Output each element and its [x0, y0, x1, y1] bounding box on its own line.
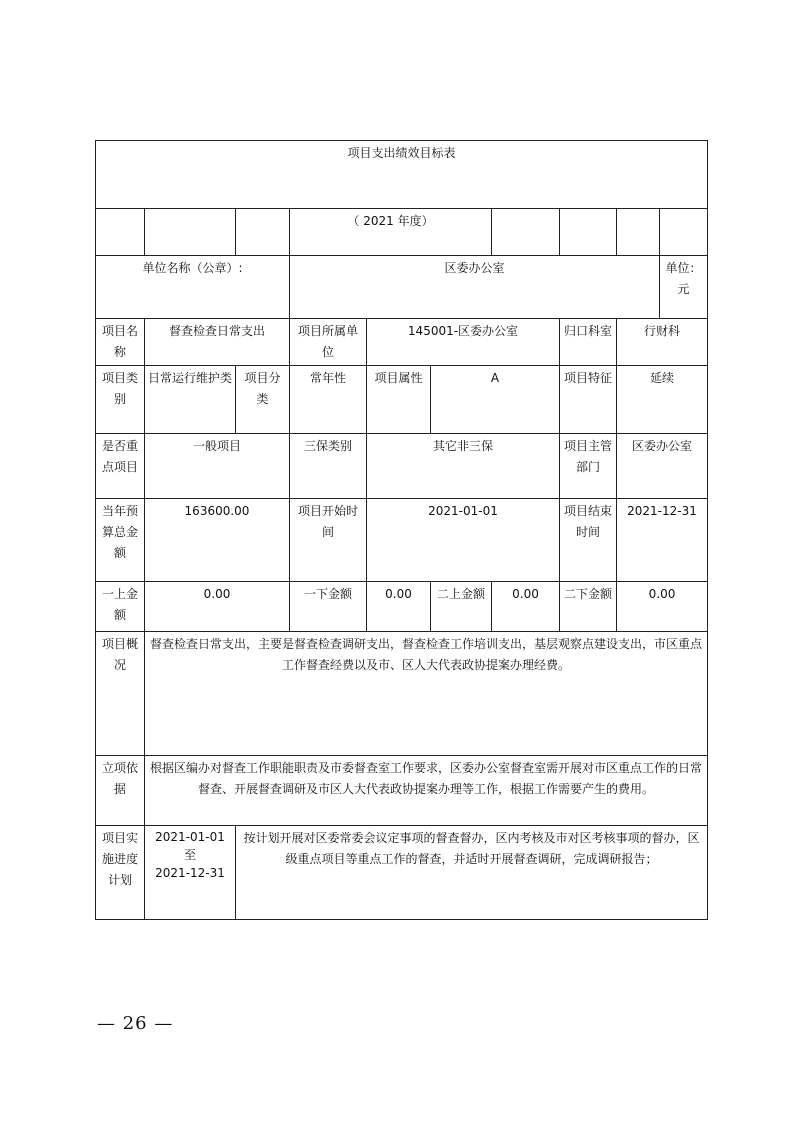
guikou-label: 归口科室 [560, 319, 617, 366]
schedule-to: 至 [183, 848, 196, 862]
schedule-end: 2021-12-31 [155, 866, 225, 880]
schedule-period [145, 826, 236, 920]
schedule-start: 2021-01-01 [155, 830, 225, 844]
project-feature-value: 延续 [617, 366, 708, 434]
second-down-label: 二下金额 [560, 582, 617, 632]
blank-cell [236, 209, 290, 256]
project-owner-unit-value: 145001-区委办公室 [367, 319, 560, 366]
basis-value: 根据区编办对督查工作职能职责及市委督查室工作要求，区委办公室督查室需开展对市区重点工作的日常督查、开展督查调研及市区人大代表政协提案办理等工作，根据工作需要产生的费用。 [145, 756, 708, 826]
project-owner-unit-label: 项目所属单位 [290, 319, 367, 366]
overview-label: 项目概况 [96, 632, 145, 756]
project-feature-label: 项目特征 [560, 366, 617, 434]
unit-name-value: 区委办公室 [290, 256, 660, 319]
budget-total-label: 当年预算总金额 [96, 499, 145, 582]
sanbao-value: 其它非三保 [367, 434, 560, 499]
project-name-value: 督查检查日常支出 [145, 319, 290, 366]
schedule-text: 按计划开展对区委常委会议定事项的督查督办，区内考核及市对区考核事项的督办，区级重点项目等重点工作的督查，并适时开展督查调研，完成调研报告； [236, 826, 708, 920]
end-time-value: 2021-12-31 [617, 499, 708, 582]
blank-cell [145, 209, 236, 256]
project-name-label: 项目名称 [96, 319, 145, 366]
blank-cell [660, 209, 708, 256]
budget-total-value: 163600.00 [145, 499, 290, 582]
first-down-label: 一下金额 [290, 582, 367, 632]
sanbao-label: 三保类别 [290, 434, 367, 499]
table-title: 项目支出绩效目标表 [96, 141, 708, 209]
start-time-value: 2021-01-01 [367, 499, 560, 582]
basis-label: 立项依据 [96, 756, 145, 826]
first-up-value: 0.00 [145, 582, 290, 632]
project-attr-label: 项目属性 [367, 366, 431, 434]
blank-cell [560, 209, 617, 256]
second-up-label: 二上金额 [431, 582, 492, 632]
schedule-label: 项目实施进度计划 [96, 826, 145, 920]
blank-cell [492, 209, 560, 256]
blank-cell [617, 209, 660, 256]
project-attr-value: A [431, 366, 560, 434]
second-up-value: 0.00 [492, 582, 560, 632]
main-dept-label: 项目主管部门 [560, 434, 617, 499]
project-class-label: 项目分类 [236, 366, 290, 434]
year-label: （ 2021 年度） [290, 209, 492, 256]
project-type-value: 日常运行维护类 [145, 366, 236, 434]
overview-value: 督查检查日常支出，主要是督查检查调研支出，督查检查工作培训支出，基层观察点建设支出，市区重点工作督查经费以及市、区人大代表政协提案办理经费。 [145, 632, 708, 756]
guikou-value: 行财科 [617, 319, 708, 366]
first-down-value: 0.00 [367, 582, 431, 632]
first-up-label: 一上金额 [96, 582, 145, 632]
project-class-value: 常年性 [290, 366, 367, 434]
page-number: — 26 — [97, 1013, 174, 1034]
start-time-label: 项目开始时间 [290, 499, 367, 582]
main-dept-value: 区委办公室 [617, 434, 708, 499]
project-type-label: 项目类别 [96, 366, 145, 434]
is-key-value: 一般项目 [145, 434, 290, 499]
unit-name-label: 单位名称（公章）: [96, 256, 290, 319]
performance-target-table [95, 140, 708, 920]
currency-unit: 单位：元 [660, 256, 708, 319]
second-down-value: 0.00 [617, 582, 708, 632]
blank-cell [96, 209, 145, 256]
is-key-label: 是否重点项目 [96, 434, 145, 499]
end-time-label: 项目结束时间 [560, 499, 617, 582]
